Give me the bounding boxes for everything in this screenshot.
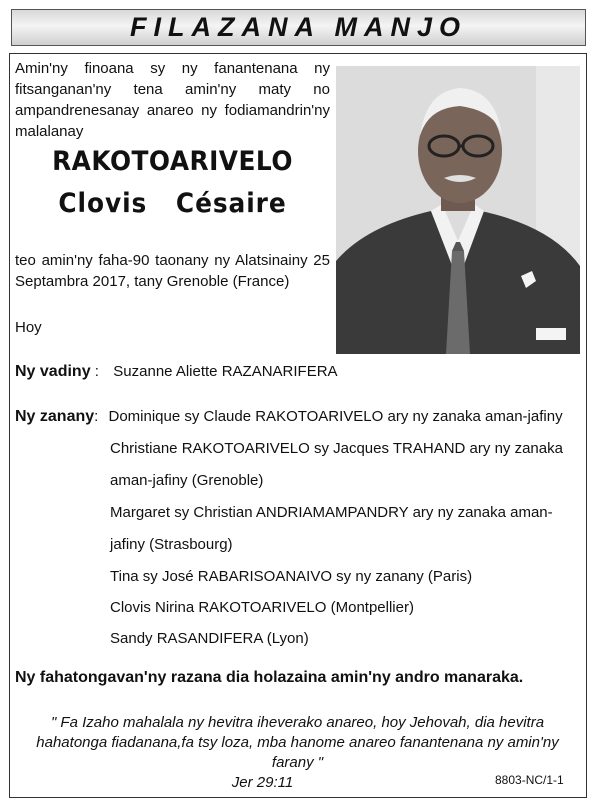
children-separator: :: [94, 408, 99, 425]
spouse-separator: :: [90, 363, 104, 380]
child-line: Sandy RASANDIFERA (Lyon): [110, 630, 309, 647]
death-notice: teo amin'ny faha-90 taonany ny Alatsinainy 25 Septambra 2017, tany Grenoble (France): [15, 252, 330, 290]
child-line: Dominique sy Claude RAKOTOARIVELO ary ny zanaka aman-jafiny: [108, 408, 563, 425]
child-line: Tina sy José RABARISOANAIVO sy ny zanany (Paris): [110, 568, 473, 585]
spouse-label: Ny vadiny: [15, 363, 91, 380]
children-label: Ny zanany: [15, 408, 95, 425]
bible-quote: [20, 713, 575, 793]
children-row: [15, 406, 563, 427]
child-line: jafiny (Strasbourg): [110, 536, 233, 553]
header-title: FILAZANA MANJO: [130, 12, 467, 42]
deceased-given-names: Clovis Césaire: [58, 188, 287, 219]
closing-text: Ny fahatongavan'ny razana dia holazaina amin'ny andro manaraka.: [15, 669, 524, 686]
ad-reference: 8803-NC/1-1: [495, 773, 564, 787]
hoy-text: Hoy: [15, 319, 42, 336]
quote-text: " Fa Izaho mahalala ny hevitra iheverako anareo, hoy Jehovah, dia hevitra hahatonga fiadanana,fa tsy loza, mba hanome anareo fanantenana ny amin'ny farany ": [36, 714, 559, 771]
portrait-illustration: [336, 66, 580, 354]
child-line: Clovis Nirina RAKOTOARIVELO (Montpellier): [110, 599, 414, 616]
child-line: Christiane RAKOTOARIVELO sy Jacques TRAHAND ary ny zanaka: [110, 440, 563, 457]
portrait-photo: [336, 66, 580, 354]
quote-reference: Jer 29:11: [231, 774, 294, 791]
spouse-row: [15, 361, 338, 382]
child-line: Margaret sy Christian ANDRIAMAMPANDRY ary ny zanaka aman-: [110, 504, 553, 521]
spouse-name: Suzanne Aliette RAZANARIFERA: [113, 363, 338, 380]
child-line: aman-jafiny (Grenoble): [110, 472, 264, 489]
deceased-surname: RAKOTOARIVELO: [52, 146, 293, 177]
intro-text: Amin'ny finoana sy ny fanantenana ny fitsanganan'ny tena amin'ny maty no ampandrenesanay anareo ny fodiamandrin'ny malalanay: [15, 60, 330, 140]
page-header: [11, 9, 586, 46]
